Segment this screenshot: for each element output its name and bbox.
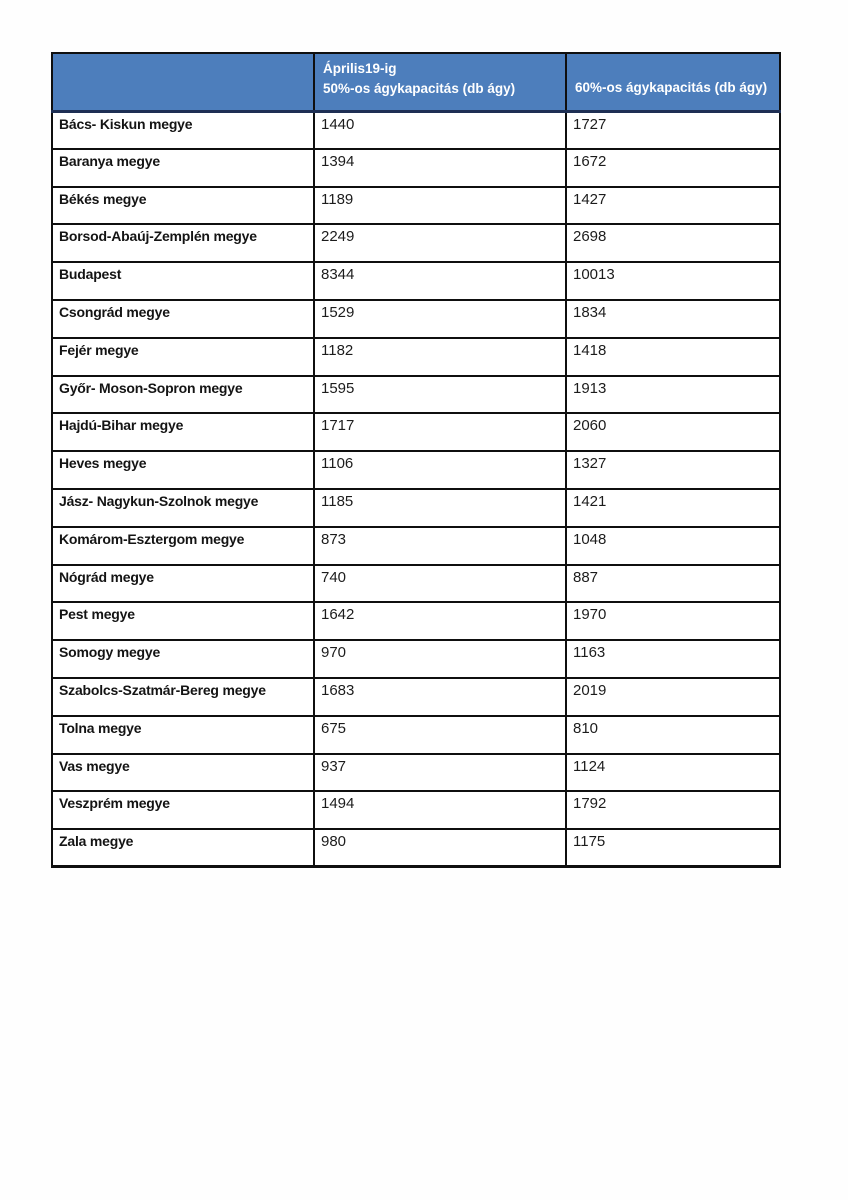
cap60-cell: 1124: [566, 754, 780, 792]
header-50pct-column: [314, 53, 566, 111]
county-cell: Tolna megye: [52, 716, 314, 754]
cap60-cell: 1792: [566, 791, 780, 829]
table-body: [52, 111, 780, 867]
cap50-cell: 1182: [314, 338, 566, 376]
cap60-cell: 1834: [566, 300, 780, 338]
cap60-cell: 1421: [566, 489, 780, 527]
cap50-cell: 1529: [314, 300, 566, 338]
cap60-cell: 1048: [566, 527, 780, 565]
cap60-cell: 1427: [566, 187, 780, 225]
table-row: [52, 489, 780, 527]
header-60pct-label: 60%-os ágykapacitás (db ágy): [575, 80, 768, 95]
table-row: [52, 716, 780, 754]
cap60-cell: 810: [566, 716, 780, 754]
header-60pct-column: [566, 53, 780, 111]
table-row: [52, 829, 780, 867]
cap60-cell: 887: [566, 565, 780, 603]
cap50-cell: 675: [314, 716, 566, 754]
county-cell: Nógrád megye: [52, 565, 314, 603]
table-row: [52, 451, 780, 489]
cap60-cell: 1913: [566, 376, 780, 414]
cap50-cell: 1189: [314, 187, 566, 225]
table-row: [52, 413, 780, 451]
county-cell: Hajdú-Bihar megye: [52, 413, 314, 451]
county-cell: Zala megye: [52, 829, 314, 867]
cap60-cell: 1418: [566, 338, 780, 376]
cap50-cell: 1717: [314, 413, 566, 451]
table-row: [52, 791, 780, 829]
cap60-cell: 1175: [566, 829, 780, 867]
county-cell: Borsod-Abaúj-Zemplén megye: [52, 224, 314, 262]
county-cell: Baranya megye: [52, 149, 314, 187]
cap60-cell: 1163: [566, 640, 780, 678]
cap50-cell: 873: [314, 527, 566, 565]
table-row: [52, 149, 780, 187]
header-row: [52, 53, 780, 111]
cap60-cell: 1327: [566, 451, 780, 489]
county-cell: Bács- Kiskun megye: [52, 111, 314, 149]
table-row: [52, 640, 780, 678]
cap60-cell: 10013: [566, 262, 780, 300]
county-cell: Heves megye: [52, 451, 314, 489]
cap60-cell: 1727: [566, 111, 780, 149]
table-row: [52, 111, 780, 149]
cap60-cell: 1970: [566, 602, 780, 640]
cap50-cell: 980: [314, 829, 566, 867]
county-cell: Győr- Moson-Sopron megye: [52, 376, 314, 414]
table-row: [52, 262, 780, 300]
header-county-blank: [52, 53, 314, 111]
table-row: [52, 527, 780, 565]
table-row: [52, 602, 780, 640]
table-row: [52, 224, 780, 262]
county-cell: Fejér megye: [52, 338, 314, 376]
cap60-cell: 2060: [566, 413, 780, 451]
cap50-cell: 970: [314, 640, 566, 678]
bed-capacity-table: [51, 52, 781, 868]
cap50-cell: 8344: [314, 262, 566, 300]
header-50pct-label: 50%-os ágykapacitás (db ágy): [323, 81, 516, 96]
table-row: [52, 565, 780, 603]
cap50-cell: 1185: [314, 489, 566, 527]
county-cell: Pest megye: [52, 602, 314, 640]
cap50-cell: 1106: [314, 451, 566, 489]
table-row: [52, 678, 780, 716]
county-cell: Komárom-Esztergom megye: [52, 527, 314, 565]
cap50-cell: 1595: [314, 376, 566, 414]
table-row: [52, 338, 780, 376]
county-cell: Szabolcs-Szatmár-Bereg megye: [52, 678, 314, 716]
county-cell: Veszprém megye: [52, 791, 314, 829]
table-row: [52, 376, 780, 414]
cap50-cell: 1642: [314, 602, 566, 640]
cap50-cell: 1683: [314, 678, 566, 716]
table-row: [52, 187, 780, 225]
county-cell: Békés megye: [52, 187, 314, 225]
cap60-cell: 2019: [566, 678, 780, 716]
cap50-cell: 1440: [314, 111, 566, 149]
table-row: [52, 754, 780, 792]
cap50-cell: 1394: [314, 149, 566, 187]
county-cell: Vas megye: [52, 754, 314, 792]
cap50-cell: 740: [314, 565, 566, 603]
table-row: [52, 300, 780, 338]
county-cell: Budapest: [52, 262, 314, 300]
cap50-cell: 1494: [314, 791, 566, 829]
county-cell: Csongrád megye: [52, 300, 314, 338]
county-cell: Jász- Nagykun-Szolnok megye: [52, 489, 314, 527]
county-cell: Somogy megye: [52, 640, 314, 678]
cap50-cell: 2249: [314, 224, 566, 262]
cap60-cell: 1672: [566, 149, 780, 187]
header-date-label: Április19-ig: [323, 61, 397, 76]
cap50-cell: 937: [314, 754, 566, 792]
cap60-cell: 2698: [566, 224, 780, 262]
